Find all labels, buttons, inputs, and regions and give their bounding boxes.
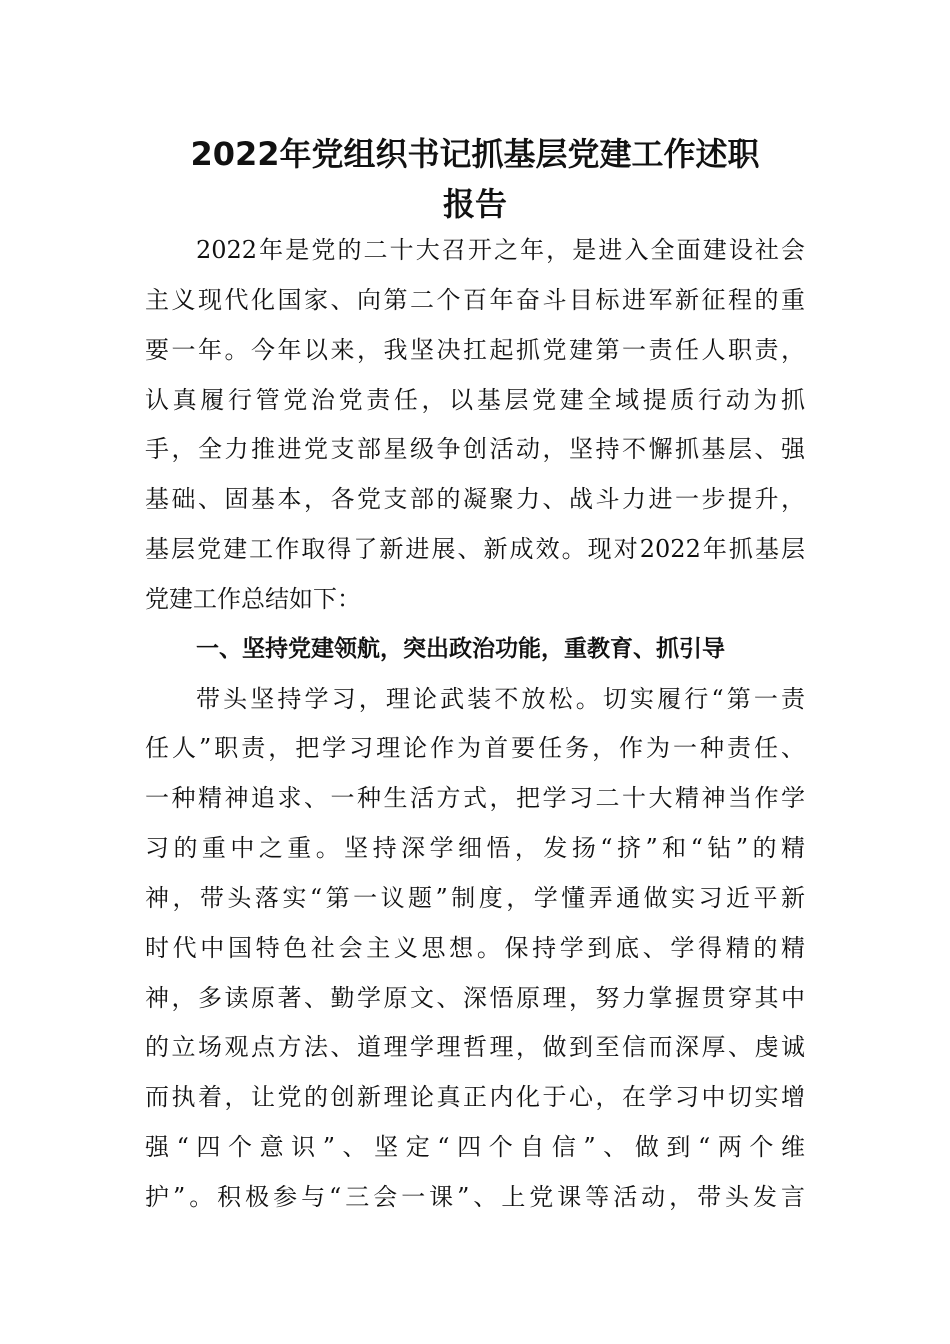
section-1-line: 神，带头落实“第一议题”制度，学懂弄通做实习近平新 <box>145 884 805 912</box>
section-1-line: 护”。积极参与“三会一课”、上党课等活动，带头发言 <box>145 1183 805 1211</box>
section-1-line: 带头坚持学习，理论武装不放松。切实履行“第一责 <box>196 685 805 713</box>
intro-line: 基层党建工作取得了新进展、新成效。现对2022年抓基层 <box>145 535 805 563</box>
intro-line: 2022年是党的二十大召开之年，是进入全面建设社会 <box>196 236 805 264</box>
document-title-line-2: 报告 <box>442 185 507 223</box>
section-1-line: 强“四个意识”、坚定“四个自信”、做到“两个维 <box>145 1133 805 1161</box>
document-title-line-1: 2022年党组织书记抓基层党建工作述职 <box>190 135 760 173</box>
intro-line: 主义现代化国家、向第二个百年奋斗目标进军新征程的重 <box>145 286 805 314</box>
intro-line: 基础、固基本，各党支部的凝聚力、战斗力进一步提升， <box>145 485 805 513</box>
section-1-line: 一种精神追求、一种生活方式，把学习二十大精神当作学 <box>145 784 805 812</box>
intro-line: 手，全力推进党支部星级争创活动，坚持不懈抓基层、强 <box>145 435 805 463</box>
section-1-line: 习的重中之重。坚持深学细悟，发扬“挤”和“钻”的精 <box>145 834 805 862</box>
section-1-line: 的立场观点方法、道理学理哲理，做到至信而深厚、虔诚 <box>145 1033 805 1061</box>
section-1-line: 神，多读原著、勤学原文、深悟原理，努力掌握贯穿其中 <box>145 984 805 1012</box>
section-1-heading: 一、坚持党建领航，突出政治功能，重教育、抓引导 <box>196 636 725 662</box>
intro-line: 要一年。今年以来，我坚决扛起抓党建第一责任人职责， <box>145 336 805 364</box>
intro-line: 党建工作总结如下： <box>145 585 361 613</box>
section-1-line: 任人”职责，把学习理论作为首要任务，作为一种责任、 <box>145 734 805 762</box>
section-1-line: 时代中国特色社会主义思想。保持学到底、学得精的精 <box>145 934 805 962</box>
intro-line: 认真履行管党治党责任，以基层党建全域提质行动为抓 <box>145 386 805 414</box>
section-1-line: 而执着，让党的创新理论真正内化于心，在学习中切实增 <box>145 1083 805 1111</box>
